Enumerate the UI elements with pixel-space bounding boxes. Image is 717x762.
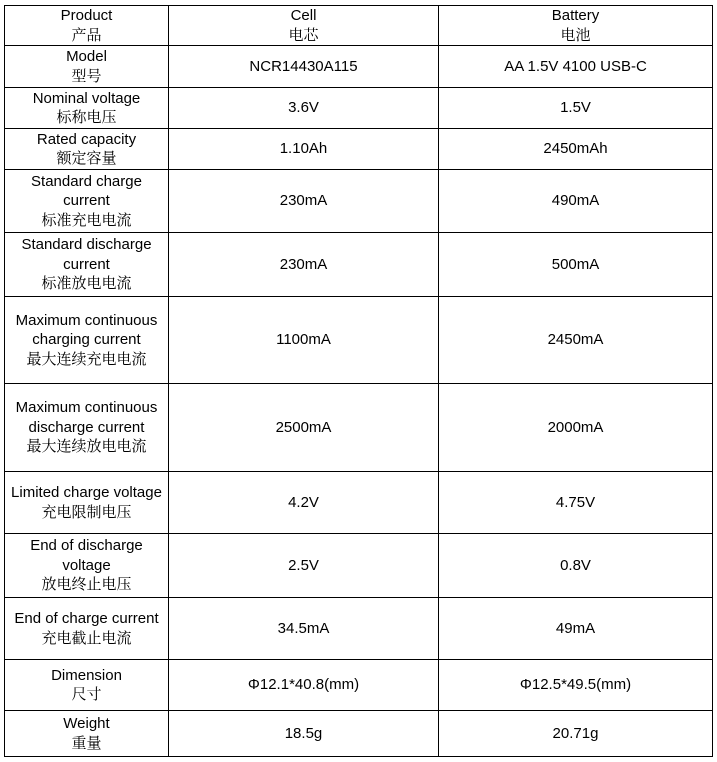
row-label-en: Weight bbox=[63, 715, 110, 732]
table-row bbox=[5, 46, 713, 88]
battery-value-text: AA 1.5V 4100 USB-C bbox=[504, 57, 647, 75]
row-label-en: Rated capacity bbox=[36, 130, 137, 148]
cell-value-text: 230mA bbox=[279, 255, 328, 273]
header-cell-label-cn: 电芯 bbox=[288, 26, 319, 44]
battery-value-text: 500mA bbox=[551, 255, 600, 273]
row-label-cn: 标准充电电流 bbox=[41, 211, 132, 229]
battery-value bbox=[439, 711, 713, 757]
battery-value bbox=[439, 534, 713, 598]
row-label-cn: 重量 bbox=[71, 734, 102, 752]
battery-value bbox=[439, 660, 713, 711]
cell-value bbox=[169, 170, 439, 233]
battery-value-text: 1.5V bbox=[560, 99, 591, 117]
battery-value-text: 2450mA bbox=[547, 331, 604, 349]
battery-value bbox=[439, 384, 713, 472]
cell-value bbox=[169, 233, 439, 297]
battery-value-text: 2000mA bbox=[547, 418, 604, 436]
header-product-label: Product bbox=[60, 7, 113, 24]
cell-value-text: 230mA bbox=[279, 192, 328, 210]
header-battery-label-cn: 电池 bbox=[560, 26, 591, 44]
row-label-cn: 标准放电电流 bbox=[41, 275, 132, 293]
cell-value bbox=[169, 598, 439, 660]
header-product-label-cn: 产品 bbox=[71, 26, 102, 44]
table-row bbox=[5, 660, 713, 711]
row-label-en: End of charge current bbox=[14, 610, 159, 627]
cell-value-text: 2.5V bbox=[288, 556, 319, 574]
row-label bbox=[5, 129, 169, 170]
cell-value bbox=[169, 660, 439, 711]
header-battery bbox=[439, 6, 713, 46]
battery-value bbox=[439, 598, 713, 660]
row-label bbox=[5, 660, 169, 711]
cell-value bbox=[169, 711, 439, 757]
row-label-cn: 最大连续充电电流 bbox=[26, 350, 147, 368]
cell-value bbox=[169, 297, 439, 384]
row-label-en: Maximum continuous charging current bbox=[15, 311, 158, 349]
cell-value-text: 1.10Ah bbox=[279, 140, 328, 158]
battery-value-text: 490mA bbox=[551, 192, 600, 210]
row-label-en: End of discharge voltage bbox=[30, 537, 143, 574]
row-label-cn: 最大连续放电电流 bbox=[26, 438, 147, 456]
cell-value bbox=[169, 384, 439, 472]
row-label-cn: 标称电压 bbox=[56, 109, 117, 126]
row-label bbox=[5, 711, 169, 757]
cell-value bbox=[169, 129, 439, 170]
header-cell bbox=[169, 6, 439, 46]
cell-value bbox=[169, 88, 439, 129]
row-label bbox=[5, 598, 169, 660]
cell-value-text: 4.2V bbox=[288, 493, 319, 511]
header-product bbox=[5, 6, 169, 46]
row-label-en: Model bbox=[66, 48, 107, 65]
table-row bbox=[5, 534, 713, 598]
battery-value bbox=[439, 297, 713, 384]
table-row bbox=[5, 170, 713, 233]
cell-value-text: 2500mA bbox=[275, 418, 332, 436]
row-label bbox=[5, 297, 169, 384]
table-row bbox=[5, 384, 713, 472]
row-label bbox=[5, 233, 169, 297]
row-label bbox=[5, 170, 169, 233]
row-label bbox=[5, 534, 169, 598]
cell-value-text: 18.5g bbox=[284, 724, 323, 742]
cell-value bbox=[169, 534, 439, 598]
row-label-cn: 型号 bbox=[71, 67, 102, 85]
battery-value bbox=[439, 233, 713, 297]
battery-value-text: 49mA bbox=[555, 619, 596, 637]
header-battery-label: Battery bbox=[551, 7, 600, 24]
cell-value bbox=[169, 46, 439, 88]
battery-value bbox=[439, 129, 713, 170]
cell-value-text: 3.6V bbox=[288, 99, 319, 117]
cell-value-text: Φ12.1*40.8(mm) bbox=[247, 676, 360, 694]
row-label-cn: 充电限制电压 bbox=[41, 503, 132, 521]
cell-value bbox=[169, 472, 439, 534]
row-label bbox=[5, 472, 169, 534]
table-row bbox=[5, 598, 713, 660]
battery-value-text: Φ12.5*49.5(mm) bbox=[519, 676, 632, 694]
row-label bbox=[5, 46, 169, 88]
row-label-en: Standard discharge current bbox=[21, 236, 152, 273]
row-label bbox=[5, 384, 169, 472]
table-row bbox=[5, 711, 713, 757]
cell-value-text: 1100mA bbox=[276, 331, 331, 349]
table-row bbox=[5, 88, 713, 129]
row-label-cn: 放电终止电压 bbox=[41, 576, 132, 594]
battery-value bbox=[439, 88, 713, 129]
cell-value-text: 34.5mA bbox=[277, 619, 330, 637]
row-label-en: Standard charge current bbox=[31, 172, 142, 210]
table-row bbox=[5, 233, 713, 297]
row-label-cn: 额定容量 bbox=[56, 150, 117, 167]
table-row bbox=[5, 129, 713, 170]
battery-value-text: 20.71g bbox=[552, 724, 599, 742]
battery-value bbox=[439, 170, 713, 233]
row-label bbox=[5, 88, 169, 129]
row-label-cn: 尺寸 bbox=[71, 686, 102, 703]
spec-table bbox=[4, 5, 713, 757]
battery-value bbox=[439, 46, 713, 88]
battery-value-text: 4.75V bbox=[555, 493, 596, 511]
table-row bbox=[5, 297, 713, 384]
row-label-cn: 充电截止电流 bbox=[41, 629, 132, 647]
battery-value-text: 2450mAh bbox=[543, 140, 608, 158]
battery-value-text: 0.8V bbox=[560, 556, 591, 574]
header-row bbox=[5, 6, 713, 46]
table-row bbox=[5, 472, 713, 534]
row-label-en: Maximum continuous discharge current bbox=[15, 399, 158, 436]
cell-value-text: NCR14430A115 bbox=[249, 57, 358, 75]
battery-value bbox=[439, 472, 713, 534]
header-cell-label: Cell bbox=[290, 7, 317, 24]
row-label-en: Dimension bbox=[51, 666, 122, 684]
row-label-en: Limited charge voltage bbox=[11, 484, 162, 501]
row-label-en: Nominal voltage bbox=[32, 89, 141, 107]
